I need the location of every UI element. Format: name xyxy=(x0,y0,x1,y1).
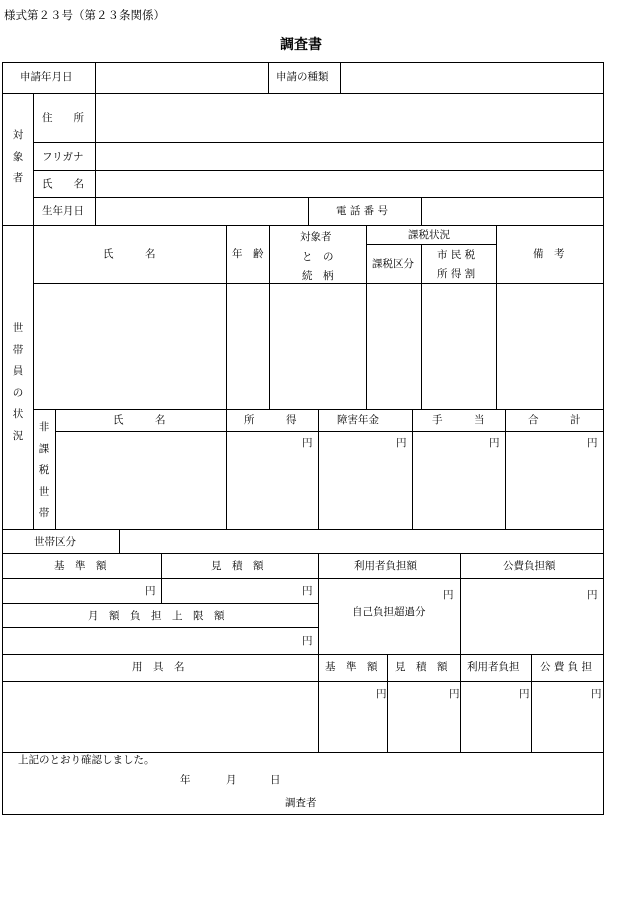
yen-income: 円 xyxy=(302,437,313,449)
month-label: 月 xyxy=(226,774,237,786)
yen-total: 円 xyxy=(587,437,598,449)
income-label: 所 得 xyxy=(244,414,297,426)
nontax-name-label: 氏 名 xyxy=(113,414,166,426)
city-tax-label-2: 所 得 割 xyxy=(437,268,476,280)
yen-public-burden: 円 xyxy=(587,589,598,601)
public-burden-amount-label: 公費負担額 xyxy=(503,560,556,572)
year-label: 年 xyxy=(180,774,191,786)
relation-label-2: と の xyxy=(302,251,334,263)
age-label: 年 齢 xyxy=(232,248,264,260)
form-number: 様式第２３号（第２３条関係） xyxy=(4,8,165,22)
furigana-label: フリガナ xyxy=(42,151,84,163)
equipment-name-label: 用 具 名 xyxy=(132,661,185,673)
investigator-label: 調査者 xyxy=(285,797,317,809)
remarks-label: 備 考 xyxy=(533,248,565,260)
tax-class-label: 課税区分 xyxy=(372,258,414,270)
confirm-text: 上記のとおり確認しました。 xyxy=(18,754,155,766)
application-date-label: 申請年月日 xyxy=(20,71,73,83)
equipment-public-burden-label: 公 費 負 担 xyxy=(540,661,593,673)
yen-eq-estimate: 円 xyxy=(449,688,460,700)
yen-eq-standard: 円 xyxy=(376,688,387,700)
yen-allowance: 円 xyxy=(489,437,500,449)
city-tax-label-1: 市 民 税 xyxy=(437,249,476,261)
yen-monthly-cap: 円 xyxy=(302,635,313,647)
equipment-estimate-label: 見 積 額 xyxy=(395,661,448,673)
yen-standard: 円 xyxy=(145,585,156,597)
subject-group-label: 対 象 者 xyxy=(12,129,24,184)
yen-eq-public-burden: 円 xyxy=(591,688,602,700)
household-class-label: 世帯区分 xyxy=(34,536,76,548)
yen-eq-user-burden: 円 xyxy=(519,688,530,700)
day-label: 日 xyxy=(270,774,281,786)
tax-status-label: 課税状況 xyxy=(408,229,450,241)
allowance-label: 手 当 xyxy=(432,414,485,426)
birth-date-label: 生年月日 xyxy=(42,205,84,217)
estimate-amount-label: 見 積 額 xyxy=(211,560,264,572)
relation-label-1: 対象者 xyxy=(300,231,332,243)
yen-user-burden: 円 xyxy=(443,589,454,601)
relation-label-3: 続 柄 xyxy=(302,270,334,282)
subject-name-label: 氏 名 xyxy=(42,178,84,190)
user-burden-amount-label: 利用者負担額 xyxy=(354,560,417,572)
application-type-label: 申請の種類 xyxy=(276,71,329,83)
phone-label: 電 話 番 号 xyxy=(336,205,389,217)
total-label: 合 計 xyxy=(528,414,581,426)
standard-amount-label: 基 準 額 xyxy=(54,560,107,572)
monthly-cap-label: 月 額 負 担 上 限 額 xyxy=(88,610,225,622)
member-name-label: 氏 名 xyxy=(103,248,156,260)
nontax-group-label: 非 課 税 世 帯 xyxy=(38,421,50,519)
yen-estimate: 円 xyxy=(302,585,313,597)
household-group-label: 世 帯 員 の 状 況 xyxy=(12,322,24,442)
yen-pension: 円 xyxy=(396,437,407,449)
equipment-standard-label: 基 準 額 xyxy=(325,661,378,673)
pension-label: 障害年金 xyxy=(337,414,379,426)
address-label: 住 所 xyxy=(42,112,84,124)
page-title: 調査書 xyxy=(280,37,322,53)
self-excess-label: 自己負担超過分 xyxy=(352,606,426,618)
equipment-user-burden-label: 利用者負担 xyxy=(467,661,520,673)
